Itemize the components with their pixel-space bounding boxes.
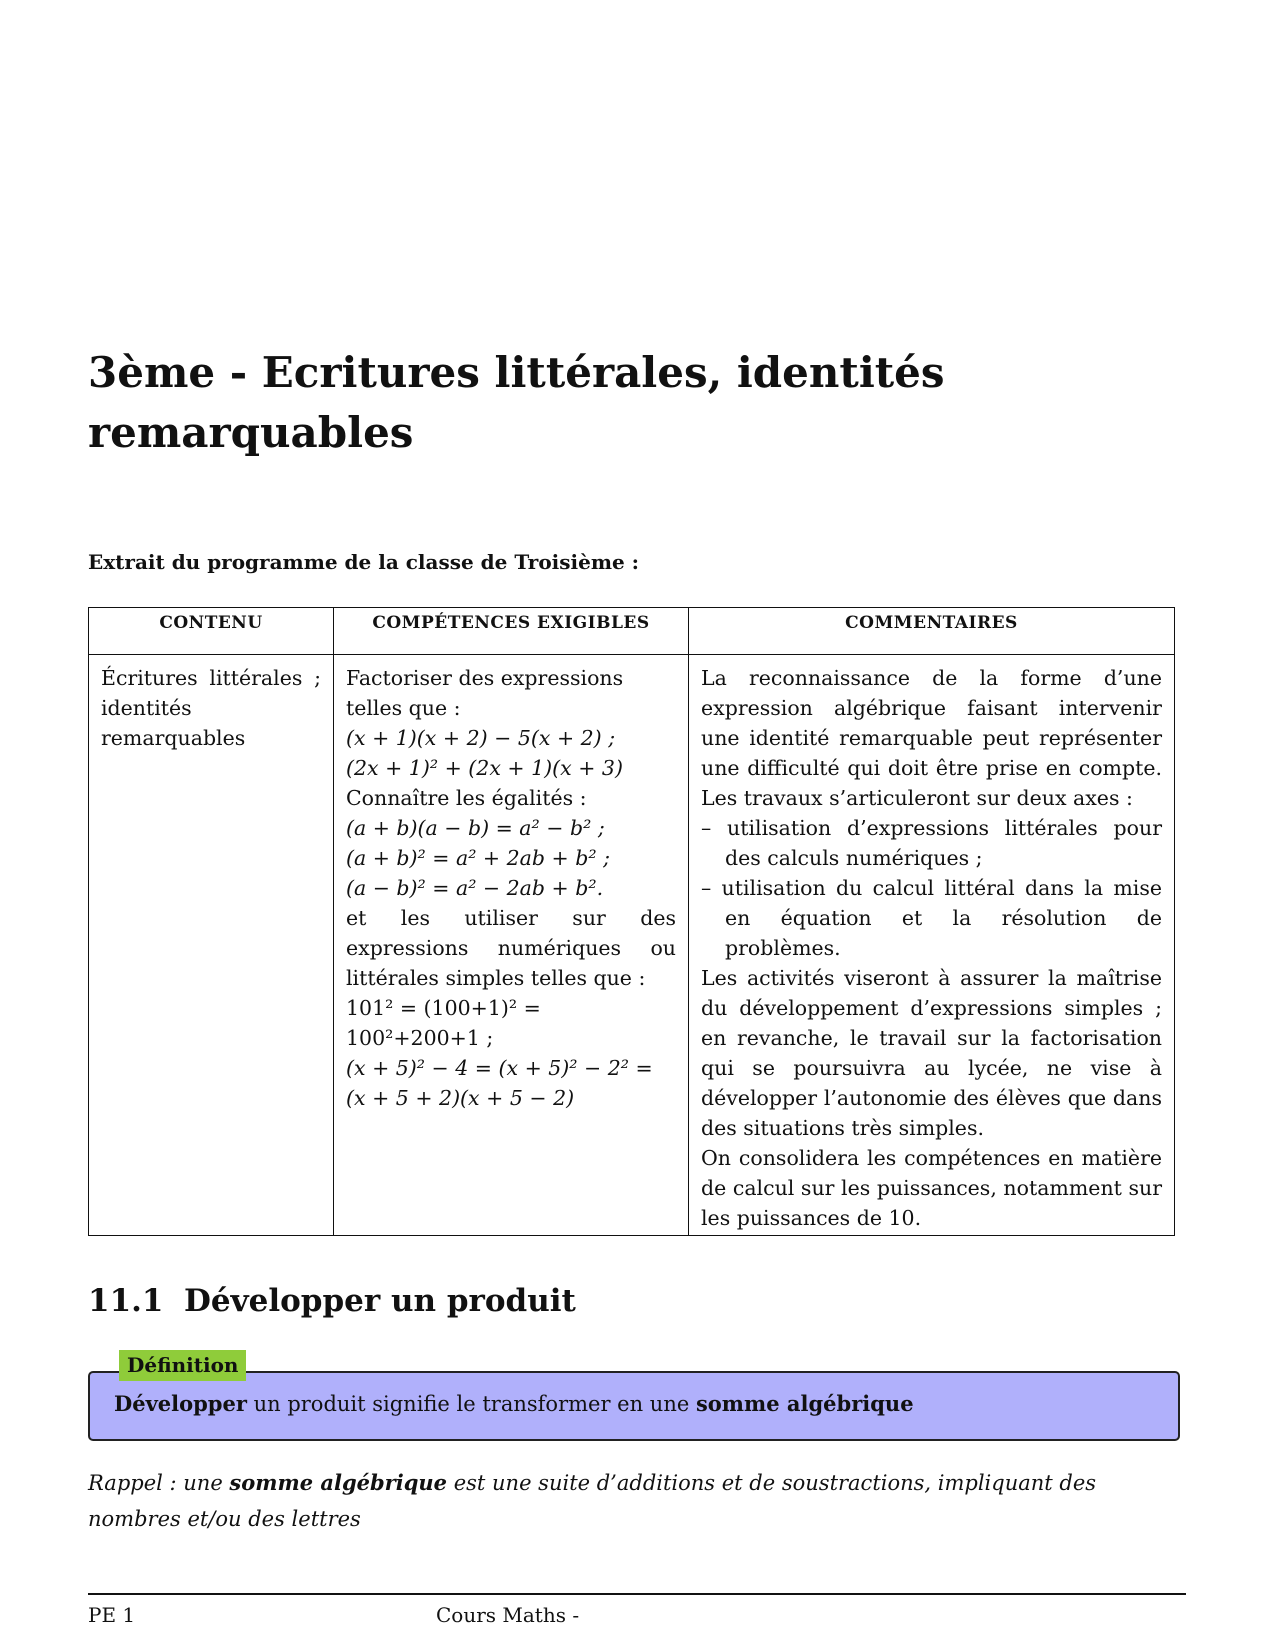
reminder-text (88, 1465, 1188, 1537)
identity-3: (a − b)² = a² − 2ab + b². (346, 876, 604, 900)
cell-commentaires (689, 655, 1175, 1236)
footer-left: PE 1 (88, 1603, 136, 1627)
section-number: 11.1 (88, 1283, 164, 1319)
reminder-prefix: Rappel : une (88, 1471, 230, 1495)
definition-term: Développer (114, 1391, 247, 1416)
definition-box (88, 1371, 1180, 1441)
section-title: Développer un produit (184, 1283, 576, 1319)
definition-tag: Définition (119, 1350, 246, 1381)
comment-paragraph-2: Les activités viseront à assurer la maîtrise du développement d’expressions simples ; en revanche, le travail sur la factorisation qui se poursuivra au lycée, ne vise à développer l’autonomie des élèves que dans des situations très simples. (701, 966, 1162, 1140)
cell-contenu: Écritures littérales ; identités remarquables (89, 655, 334, 1236)
footer-center: Cours Maths - (436, 1603, 580, 1627)
header-commentaires: COMMENTAIRES (689, 608, 1175, 655)
table-header-row (89, 608, 1175, 655)
page-title: 3ème - Ecritures littérales, identités remarquables (88, 348, 945, 457)
example-3: 101² = (100+1)² = 100²+200+1 ; (346, 996, 541, 1050)
comment-paragraph-3: On consolidera les compétences en matière de calcul sur les puissances, notamment sur les puissances de 10. (701, 1146, 1162, 1230)
program-table (88, 607, 1175, 1236)
footer-divider (88, 1593, 1186, 1595)
header-competences: COMPÉTENCES EXIGIBLES (334, 608, 689, 655)
header-contenu: CONTENU (89, 608, 334, 655)
cell-competences (334, 655, 689, 1236)
definition-middle: un produit signifie le transformer en une (246, 1392, 696, 1416)
identity-2: (a + b)² = a² + 2ab + b² ; (346, 846, 610, 870)
reminder-suffix: est une suite d’additions et de soustractions, impliquant des nombres et/ou des lettres (88, 1471, 1097, 1531)
comment-item-2: – utilisation du calcul littéral dans la mise en équation et la résolution de problèmes. (701, 876, 1162, 960)
table-row (89, 655, 1175, 1236)
reminder-term: somme algébrique (229, 1470, 448, 1495)
competences-intro: Factoriser des expressions telles que : (346, 666, 624, 720)
comment-paragraph-1: La reconnaissance de la forme d’une expression algébrique faisant intervenir une identité remarquable peut représenter une difficulté qui doit être prise en compte. Les travaux s’articuleront sur deux axes : (701, 666, 1162, 810)
example-1: (x + 1)(x + 2) − 5(x + 2) ; (346, 726, 616, 750)
definition-target: somme algébrique (695, 1391, 914, 1416)
example-2: (2x + 1)² + (2x + 1)(x + 3) (346, 756, 623, 780)
definition-text (114, 1391, 914, 1416)
egalites-label: Connaître les égalités : (346, 786, 587, 810)
section-heading (88, 1283, 576, 1319)
identity-1: (a + b)(a − b) = a² − b² ; (346, 816, 605, 840)
comment-item-1: – utilisation d’expressions littérales pour des calculs numériques ; (701, 816, 1162, 870)
extract-heading: Extrait du programme de la classe de Troisième : (88, 550, 640, 574)
use-text: et les utiliser sur des expressions numériques ou littérales simples telles que : (346, 906, 676, 990)
example-4: (x + 5)² − 4 = (x + 5)² − 2² = (x + 5 + 2)(x + 5 − 2) (346, 1056, 653, 1110)
